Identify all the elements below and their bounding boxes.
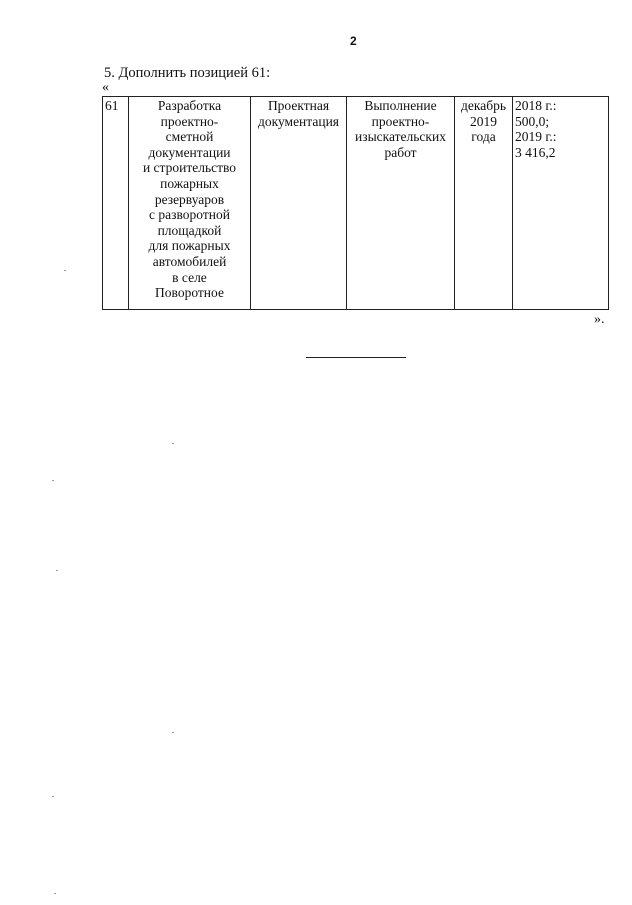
page-number: 2 (350, 34, 357, 48)
deadline-cell: декабрь 2019 года (455, 97, 513, 310)
scan-speck (54, 893, 56, 894)
position-table (102, 96, 609, 310)
funding-amount-cell: 2018 г.: 500,0; 2019 г.: 3 416,2 (513, 97, 609, 310)
amendment-intro: 5. Дополнить позицией 61: (104, 65, 271, 81)
closing-quote: ». (594, 312, 605, 327)
scan-speck (172, 732, 174, 733)
result-cell: Проектная документация (251, 97, 347, 310)
table-row (103, 97, 609, 310)
scan-speck (172, 443, 174, 444)
scan-speck (56, 570, 58, 571)
position-number-cell: 61 (103, 97, 129, 310)
opening-quote: « (102, 80, 109, 95)
stage-cell: Выполнение проектно- изыскательских работ (347, 97, 455, 310)
scan-speck (52, 480, 54, 481)
scan-speck (52, 796, 54, 797)
scan-speck (64, 270, 66, 271)
work-name-cell: Разработка проектно- сметной документации и строительство пожарных резервуаров с разворотной площадкой для пожарных автомобилей в селе Поворотное (129, 97, 251, 310)
end-of-document-rule (306, 357, 406, 358)
